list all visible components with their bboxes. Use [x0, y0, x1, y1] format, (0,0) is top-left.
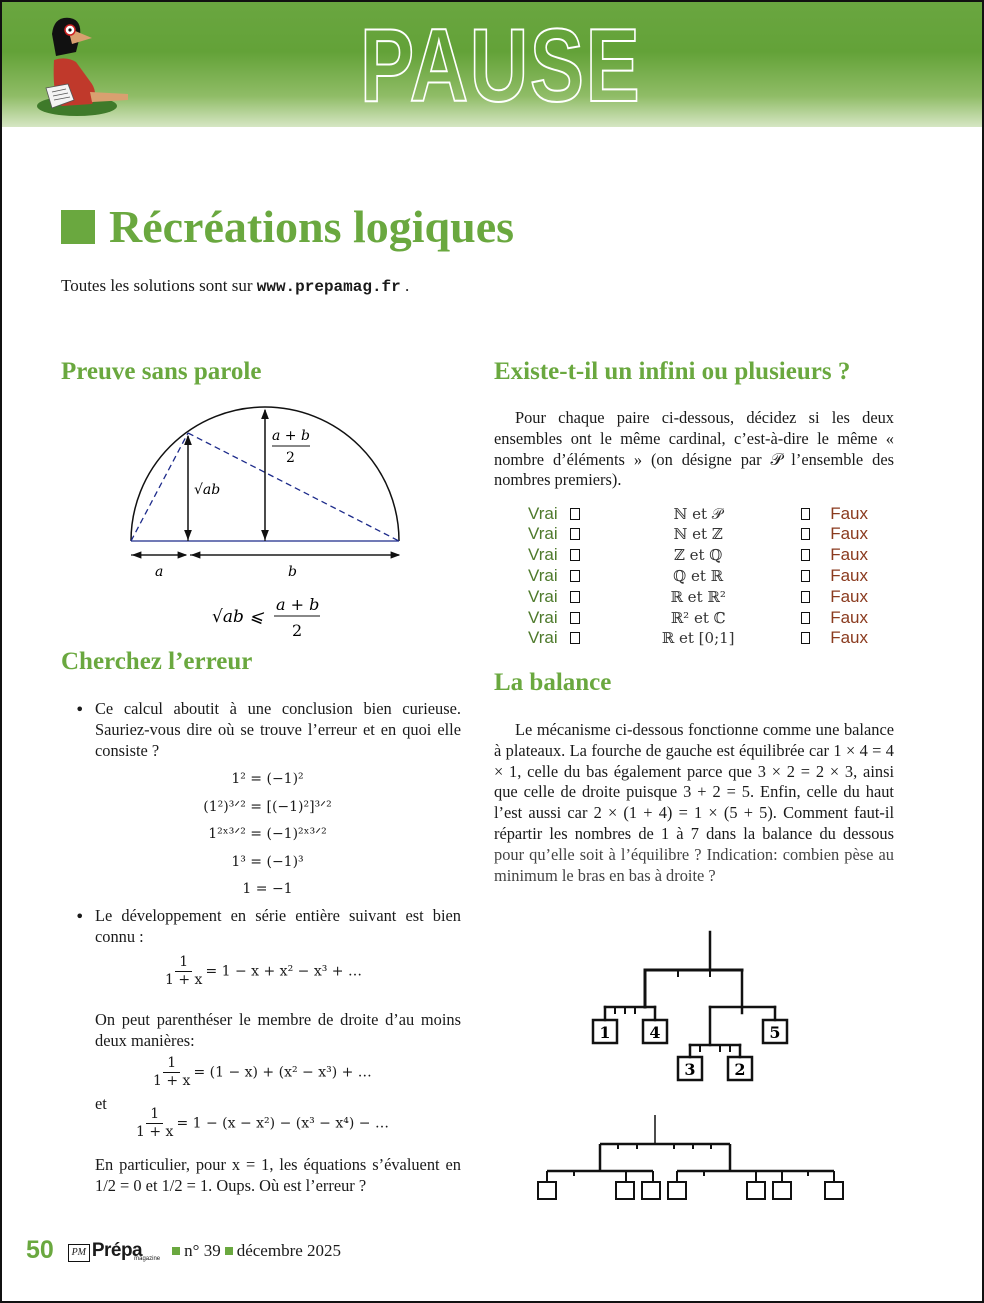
weight-label: 3: [684, 1060, 696, 1079]
set-pair: ℕ et ℤ: [673, 525, 723, 544]
frac-num: 1: [146, 1106, 163, 1124]
set-pair: ℝ et ℝ²: [670, 587, 726, 606]
logo-text: Prépa: [91, 1239, 143, 1261]
paren-formula-2: [136, 1106, 389, 1141]
faux-label: Faux: [830, 586, 868, 606]
true-false-row: [528, 545, 868, 566]
equation-list: [0, 766, 535, 904]
faux-label: Faux: [830, 503, 868, 523]
example-balance-diagram: [580, 925, 800, 1090]
frac-den: 1 + x: [136, 1124, 174, 1140]
true-false-row: [528, 565, 868, 586]
faux-label: Faux: [830, 565, 868, 585]
prepa-magazine-logo: [68, 1240, 160, 1262]
vrai-label: Vrai: [528, 628, 558, 648]
faux-checkbox[interactable]: [801, 549, 811, 561]
infini-heading: Existe-t-il un infini ou plusieurs ?: [494, 358, 851, 385]
empty-box: [538, 1182, 556, 1199]
frac-den: 1 + x: [165, 972, 203, 988]
faux-label: Faux: [830, 545, 868, 565]
set-pair: ℕ et 𝒫: [673, 504, 723, 523]
weight-label: 1: [599, 1023, 611, 1042]
title-square-icon: [61, 210, 95, 244]
cherchez-bullet2: Le développement en série entière suivant est bien connu :: [95, 906, 461, 946]
vrai-label: Vrai: [528, 545, 558, 565]
true-false-row: [528, 586, 868, 607]
page-number: 50: [26, 1236, 54, 1264]
preuve-heading: Preuve sans parole: [61, 358, 262, 385]
paren2-rhs: = 1 − (x − x²) − (x³ − x⁴) − …: [176, 1115, 389, 1132]
issue-number: n° 39: [184, 1240, 221, 1260]
page-footer: [26, 1236, 341, 1265]
faux-label: Faux: [830, 524, 868, 544]
empty-box: [642, 1182, 660, 1199]
inequality-den: 2: [292, 621, 303, 640]
label-a-plus-b: a + b: [272, 428, 310, 444]
vrai-checkbox[interactable]: [570, 528, 580, 540]
weight-label: 4: [649, 1023, 661, 1042]
banner-title: PAUSE: [360, 8, 642, 124]
paren-formula-1: [153, 1055, 372, 1090]
vrai-label: Vrai: [528, 607, 558, 627]
bullet-icon: •: [75, 700, 85, 719]
vrai-label: Vrai: [528, 524, 558, 544]
label-b: b: [288, 564, 297, 580]
equation: 1 = −1: [242, 881, 293, 897]
infini-text: Pour chaque paire ci-dessous, décidez si les deux ensembles ont le même cardinal, c’est-à-dire le même « nombre d’éléments » (on désigne par 𝒫 l’ensemble des nombres premiers).: [494, 408, 894, 490]
vrai-label: Vrai: [528, 565, 558, 585]
et-word: et: [95, 1094, 107, 1113]
separator-square-icon: [172, 1247, 180, 1255]
label-sqrt-ab: √ab: [194, 482, 221, 498]
empty-weight-boxes: [538, 1182, 843, 1199]
intro-line: [61, 276, 409, 296]
paren-text: On peut parenthéser le membre de droite d’au moins deux manières:: [95, 1010, 461, 1050]
vrai-checkbox[interactable]: [570, 570, 580, 582]
weight-label: 2: [734, 1060, 746, 1079]
faux-label: Faux: [830, 607, 868, 627]
puzzle-balance-diagram: [520, 1105, 860, 1205]
label-a: a: [155, 564, 164, 580]
logo-sub: magazine: [134, 1255, 161, 1262]
bullet-icon: •: [75, 907, 85, 926]
equation: 1³ = (−1)³: [231, 853, 304, 870]
cherchez-heading: Cherchez l’erreur: [61, 648, 253, 675]
balance-text-hint: pour qu’elle soit à l’équilibre ? Indication: combien pèse au minimum le bras en bas à droite ?: [494, 844, 894, 885]
issue-date: décembre 2025: [236, 1240, 342, 1260]
vrai-label: Vrai: [528, 503, 558, 523]
faux-checkbox[interactable]: [801, 632, 811, 644]
series-formula: [165, 954, 362, 989]
logo-pm: PM: [68, 1244, 90, 1262]
inequality-num: a + b: [276, 595, 320, 614]
frac-num: 1: [175, 954, 192, 972]
faux-checkbox[interactable]: [801, 528, 811, 540]
true-false-row: [528, 503, 868, 524]
vrai-checkbox[interactable]: [570, 612, 580, 624]
true-false-row: [528, 524, 868, 545]
set-pair: ℤ et ℚ: [673, 546, 723, 565]
vrai-label: Vrai: [528, 586, 558, 606]
vrai-checkbox[interactable]: [570, 549, 580, 561]
equation: (1²)³ᐟ² = [(−1)²]³ᐟ²: [203, 798, 332, 815]
true-false-row: [528, 628, 868, 649]
dashed-chord-left: [131, 433, 188, 541]
vrai-checkbox[interactable]: [570, 591, 580, 603]
faux-checkbox[interactable]: [801, 508, 811, 520]
series-rhs: = 1 − x + x² − x³ + …: [205, 963, 362, 980]
empty-box: [773, 1182, 791, 1199]
empty-box: [747, 1182, 765, 1199]
set-pair: ℝ² et ℂ: [670, 608, 726, 627]
intro-end: .: [400, 276, 410, 295]
vrai-checkbox[interactable]: [570, 508, 580, 520]
paren1-rhs: = (1 − x) + (x² − x³) + …: [193, 1064, 372, 1081]
set-pair: ℚ et ℝ: [673, 566, 724, 585]
weight-label: 5: [769, 1023, 781, 1042]
separator-square-icon: [225, 1247, 233, 1255]
faux-label: Faux: [830, 628, 868, 648]
equation: 1²ˣ³ᐟ² = (−1)²ˣ³ᐟ²: [208, 826, 327, 842]
semicircle-diagram: [120, 400, 410, 640]
balance-text: [494, 720, 894, 886]
cherchez-bullet1: Ce calcul aboutit à une conclusion bien curieuse. Sauriez-vous dire où se trouve l’erreur et en quoi elle consiste ?: [95, 699, 461, 760]
frac-den: 1 + x: [153, 1073, 191, 1089]
page-title: [61, 200, 514, 253]
faux-checkbox[interactable]: [801, 591, 811, 603]
balance-text-main: Le mécanisme ci-dessous fonctionne comme une balance à plateaux. La fourche de gauche est équilibrée car 1 × 4 = 4 × 1, celle du bas également parce que 3 × 2 = 2 × 3, ainsi que celle de droite puisque 3 + 2 = 5. Enfin, celle du haut l’est aussi car 2 × (1 + 4) = 1 × (5 + 5). Comment faut-il répartir les nombres de 1 à 7 dans la balance du dessous: [494, 720, 894, 843]
empty-box: [668, 1182, 686, 1199]
vrai-checkbox[interactable]: [570, 632, 580, 644]
page-title-text: Récréations logiques: [109, 201, 515, 252]
balance-heading: La balance: [494, 669, 612, 696]
faux-checkbox[interactable]: [801, 570, 811, 582]
set-pair: ℝ et [0;1]: [661, 629, 735, 648]
solutions-link[interactable]: www.prepamag.fr: [256, 278, 401, 296]
frac-num: 1: [163, 1055, 180, 1073]
empty-box: [825, 1182, 843, 1199]
header-banner: [2, 2, 982, 127]
faux-checkbox[interactable]: [801, 612, 811, 624]
conclusion-text: En particulier, pour x = 1, les équations s’évaluent en 1/2 = 0 et 1/2 = 1. Oups. Où est l’erreur ?: [95, 1155, 461, 1195]
true-false-row: [528, 607, 868, 628]
label-two: 2: [286, 450, 295, 466]
intro-text: Toutes les solutions sont sur: [61, 276, 257, 295]
empty-box: [616, 1182, 634, 1199]
equation: 1² = (−1)²: [231, 771, 304, 787]
girl-reading-icon: [32, 14, 137, 119]
inequality-left: √ab ⩽: [212, 607, 264, 627]
